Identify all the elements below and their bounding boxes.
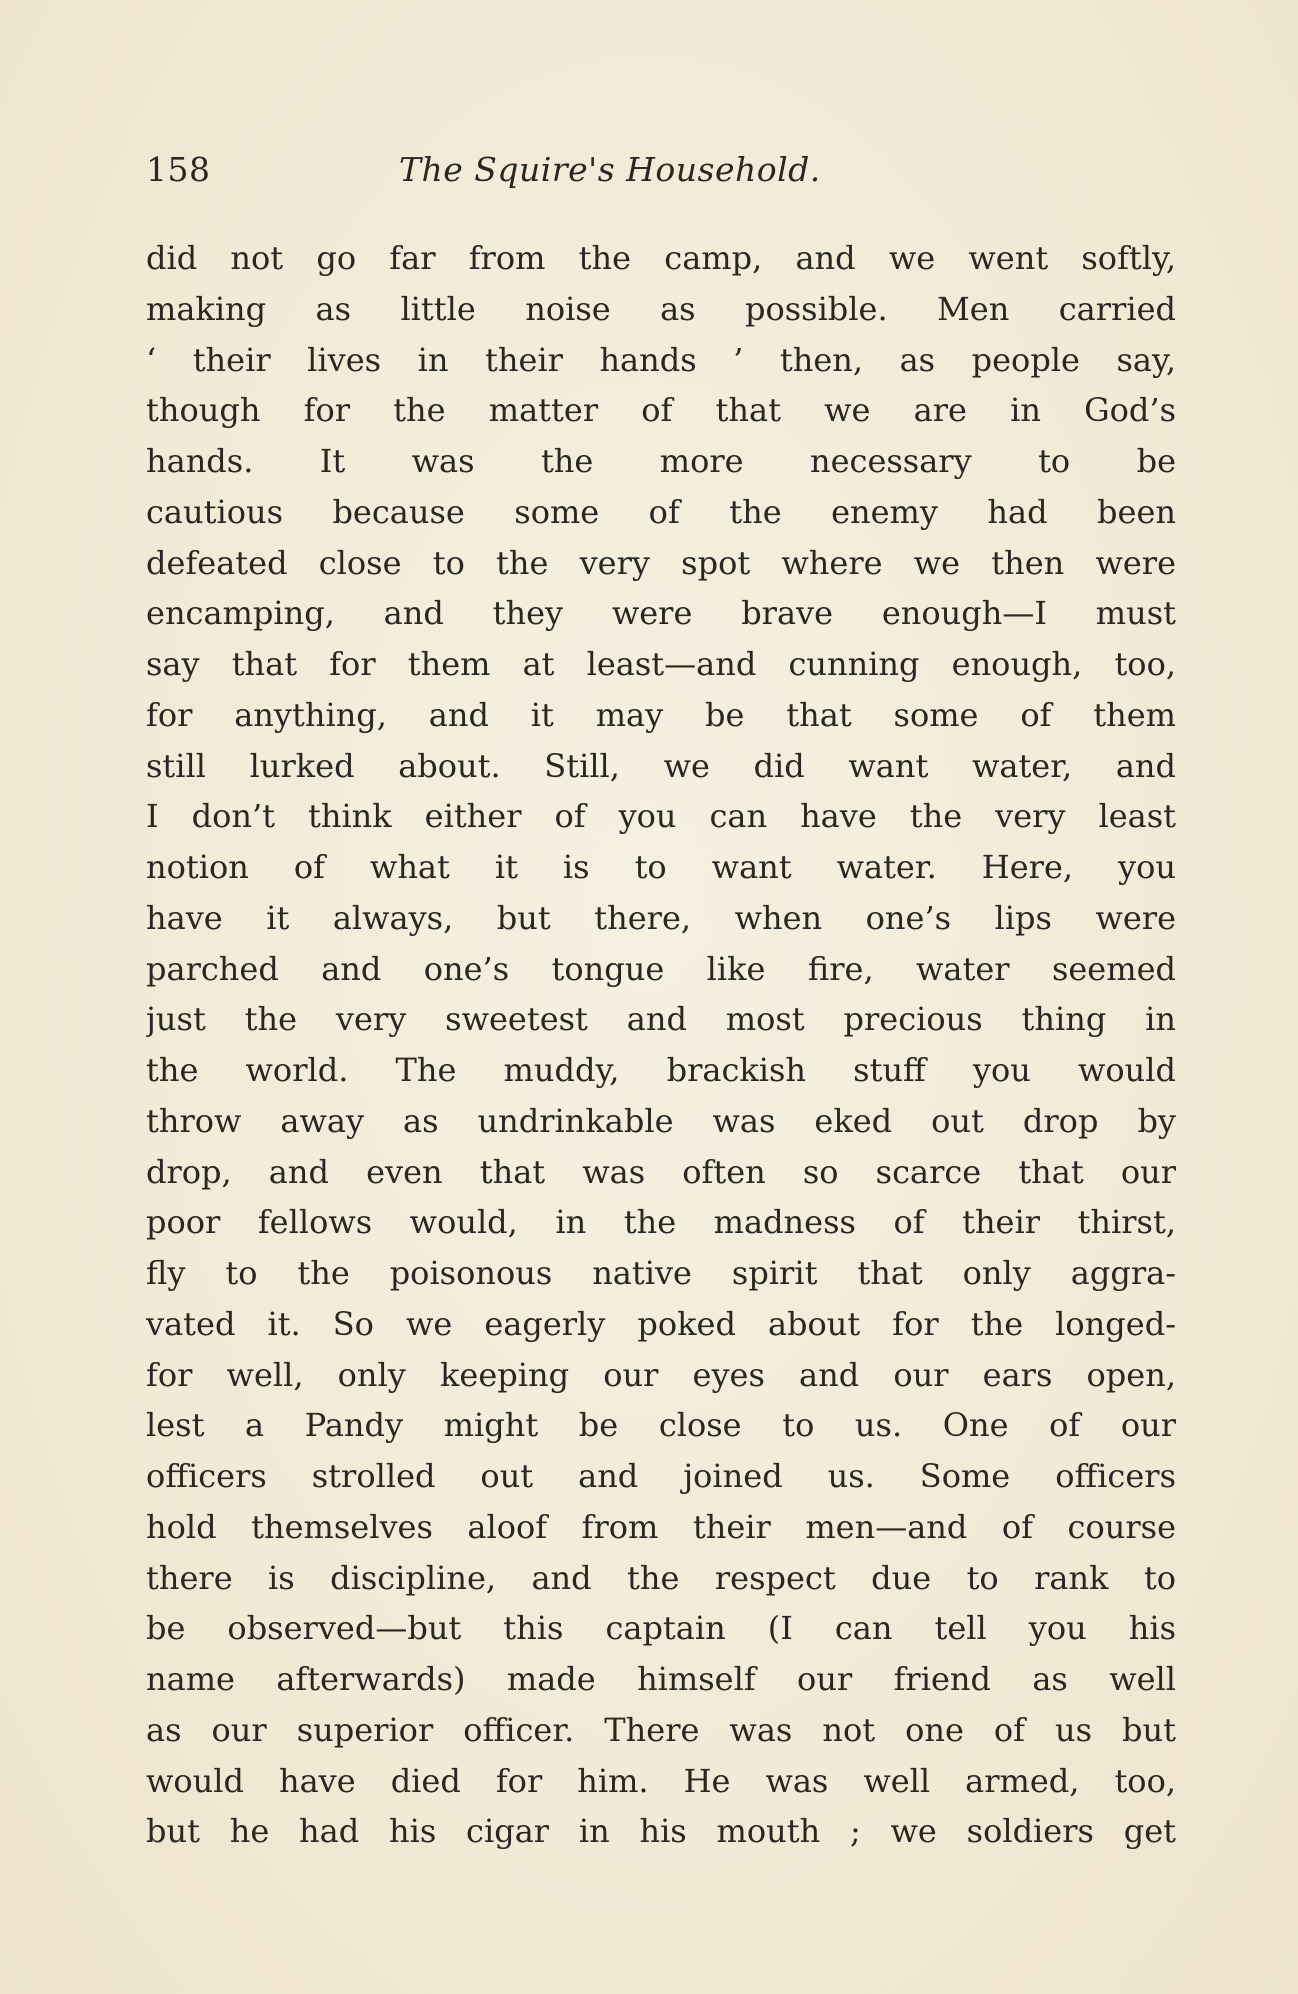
- text-line: lest a Pandy might be close to us. One of our: [146, 1406, 1176, 1445]
- text-line: though for the matter of that we are in God’s: [146, 391, 1176, 430]
- text-line: there is discipline, and the respect due to rank to: [146, 1558, 1176, 1597]
- body-text: [146, 233, 1176, 1857]
- text-line: just the very sweetest and most precious thing in: [146, 1000, 1176, 1039]
- text-line: I don’t think either of you can have the very least: [146, 797, 1176, 836]
- text-line: the world. The muddy, brackish stuff you would: [146, 1051, 1176, 1089]
- text-line: making as little noise as possible. Men carried: [146, 289, 1176, 328]
- page-number: 158: [146, 150, 211, 189]
- text-line: poor fellows would, in the madness of their thirst,: [146, 1203, 1176, 1242]
- text-line: as our superior officer. There was not one of us but: [146, 1710, 1176, 1749]
- text-line: say that for them at least—and cunning enough, too,: [146, 645, 1176, 683]
- text-line: be observed—but this captain (I can tell you his: [146, 1609, 1176, 1648]
- text-line: vated it. So we eagerly poked about for the longed-: [146, 1304, 1176, 1343]
- text-line: hands. It was the more necessary to be: [146, 442, 1176, 480]
- text-line: drop, and even that was often so scarce that our: [146, 1152, 1176, 1191]
- text-line: notion of what it is to want water. Here, you: [146, 848, 1176, 886]
- text-line: but he had his cigar in his mouth ; we soldiers get: [146, 1812, 1176, 1851]
- text-line: fly to the poisonous native spirit that only aggra-: [146, 1254, 1176, 1292]
- text-line: officers strolled out and joined us. Some officers: [146, 1457, 1176, 1495]
- page-header: [146, 150, 1176, 200]
- text-line: would have died for him. He was well armed, too,: [146, 1761, 1176, 1800]
- text-line: throw away as undrinkable was eked out drop by: [146, 1101, 1176, 1140]
- text-line: cautious because some of the enemy had been: [146, 492, 1176, 531]
- running-title: The Squire's Household.: [399, 150, 821, 189]
- text-line: ‘ their lives in their hands ’ then, as people say,: [146, 340, 1176, 379]
- text-line: parched and one’s tongue like fire, water seemed: [146, 949, 1176, 988]
- text-line: for well, only keeping our eyes and our ears open,: [146, 1355, 1176, 1394]
- text-line: encamping, and they were brave enough—I must: [146, 594, 1176, 633]
- text-line: defeated close to the very spot where we then were: [146, 543, 1176, 582]
- text-line: did not go far from the camp, and we went softly,: [146, 239, 1176, 277]
- text-line: hold themselves aloof from their men—and of course: [146, 1507, 1176, 1546]
- text-line: have it always, but there, when one’s lips were: [146, 898, 1176, 937]
- text-line: name afterwards) made himself our friend as well: [146, 1660, 1176, 1698]
- text-line: still lurked about. Still, we did want water, and: [146, 746, 1176, 785]
- text-line: for anything, and it may be that some of them: [146, 695, 1176, 734]
